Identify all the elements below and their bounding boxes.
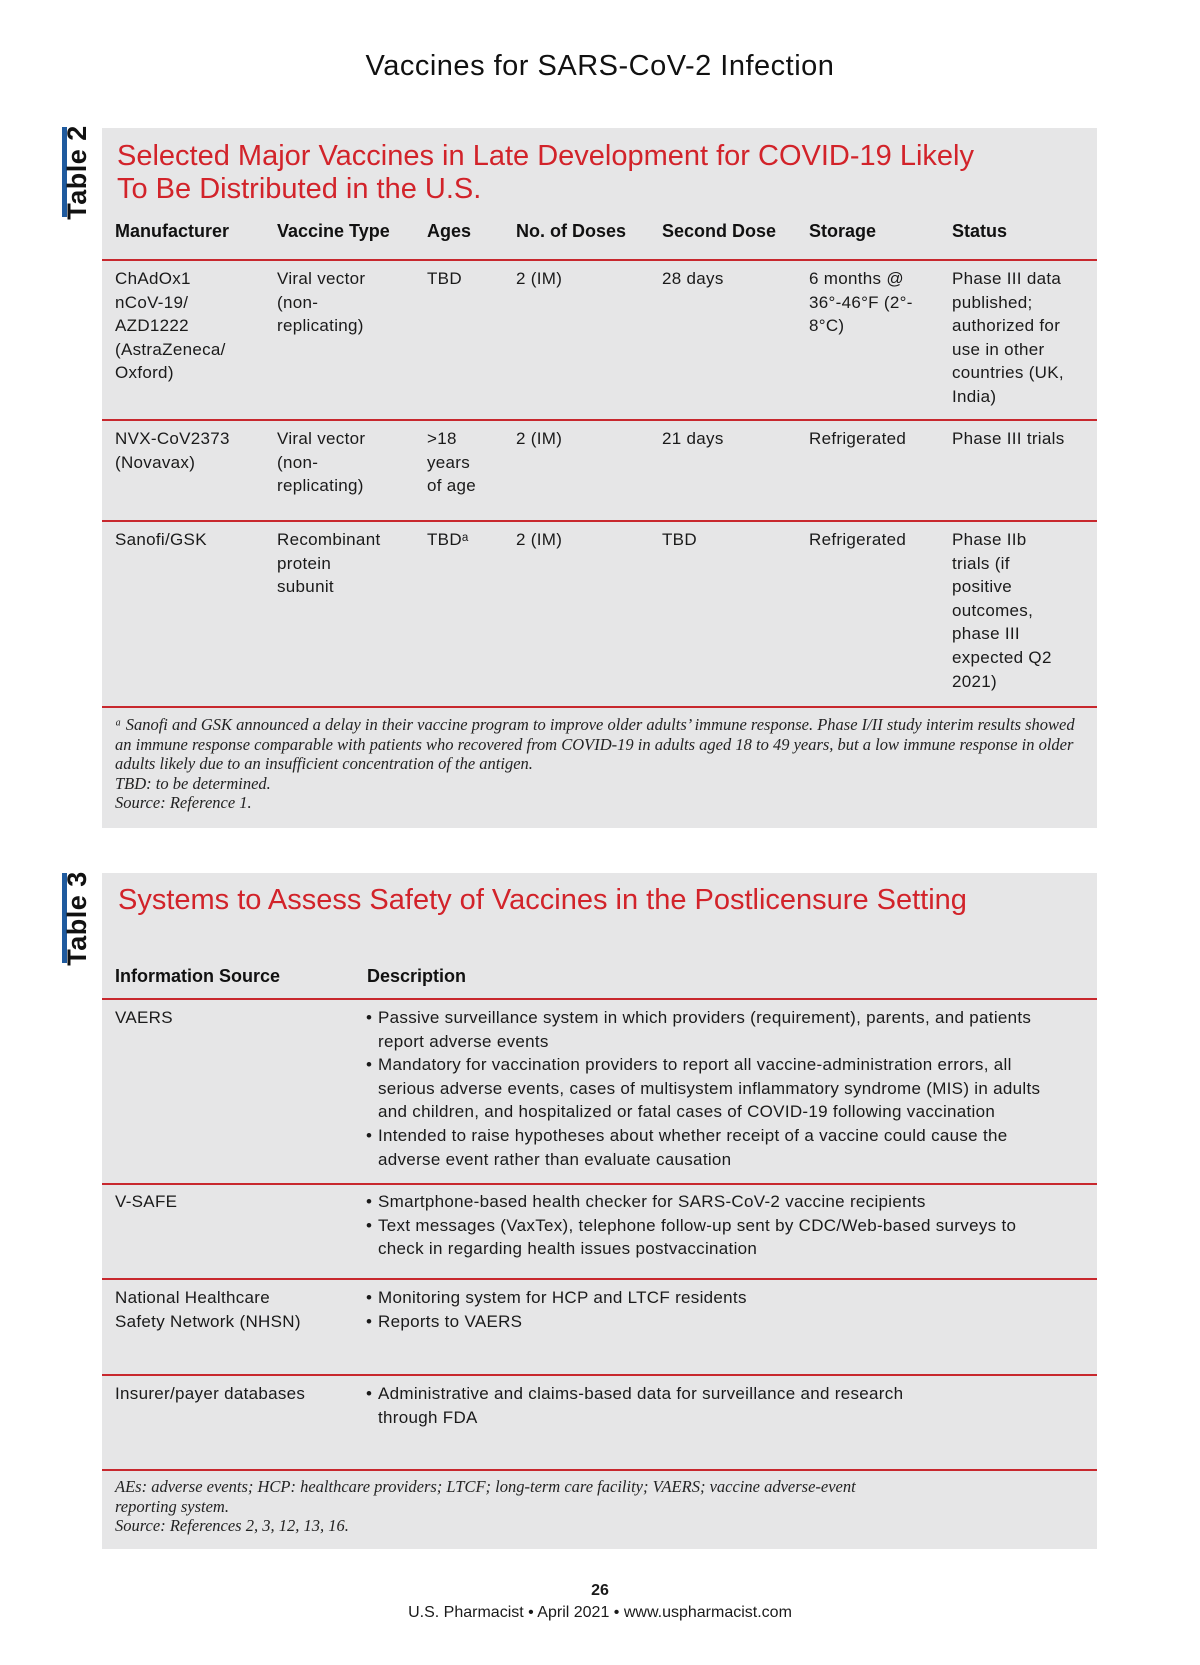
- list-item: • Passive surveillance system in which providers (requirement), parents, and patients report adverse events: [366, 1006, 1056, 1053]
- list-item: • Smartphone-based health checker for SARS-CoV-2 vaccine recipients: [366, 1190, 1066, 1214]
- page-number: 26: [591, 1582, 609, 1599]
- table2-bottom-rule: [102, 706, 1097, 708]
- table3: Systems to Assess Safety of Vaccines in the Postlicensure Setting Information Source Description VAERS • Passive surveillance system in which providers (requirement), parents, and patients report adverse events • Mandatory for vaccination providers to report all vaccine-administration errors, all serious adverse events, cases of multisystem inflammatory syndrome (MIS) in adults and children, and hospitalized or fatal cases of COVID-19 following vaccination • Intended to raise hypotheses about whether receipt of a vaccine could cause the adverse event rather than evaluate causation V-SAFE • Smartphone-based health checker for SARS-CoV-2 vaccine recipients • Text messages (VaxTex), telephone follow-up sent by CDC/Web-based surveys to check in regarding health issues postvaccination National Healthcare Safety Network (NHSN) • Monitoring system for HCP and LTCF residents • Reports to VAERS Insurer/payer databases • Administrative and claims-based data for surveillance and research through FDA AEs: adverse events; HCP: healthcare providers; LTCF; long-term care facility; VAERS; vaccine adverse-event reporting system. Source: References 2, 3, 12, 13, 16.: [102, 873, 1097, 1549]
- table3-header-description: Description: [367, 966, 467, 986]
- table2-header-vaccine-type: Vaccine Type: [277, 221, 390, 241]
- table2-header-manufacturer: Manufacturer: [115, 221, 230, 241]
- table3-tab-label: Table 3: [61, 870, 92, 966]
- table3-row-rule: [102, 1374, 1097, 1376]
- table2-tab: [61, 124, 92, 220]
- page-footer: U.S. Pharmacist • April 2021 • www.uspharmacist.com: [408, 1604, 792, 1621]
- list-item: • Intended to raise hypotheses about whether receipt of a vaccine could cause the adverse event rather than evaluate causation: [366, 1124, 1056, 1171]
- table3-row-rule: [102, 1183, 1097, 1185]
- table2: Selected Major Vaccines in Late Development for COVID-19 Likely To Be Distributed in the U.S. Manufacturer Vaccine Type Ages No. of Doses Second Dose Storage Status ChAdOx1 nCoV-19/ AZD1222 (AstraZeneca/ Oxford) Viral vector (non- replicating) TBD 2 (IM) 28 days 6 months @ 36°-46°F (2°- 8°C) Phase III data published; authorized for use in other countries (UK, India) NVX-CoV2373 (Novavax) Viral vector (non- replicating) >18 years of age 2 (IM) 21 days Refrigerated Phase III trials Sanofi/GSK Recombinant protein subunit TBDᵃ 2 (IM) TBD Refrigerated Phase IIb trials (if positive outcomes, phase III expected Q2 2021) ᵃ Sanofi and GSK announced a delay in their vaccine program to improve older adults’ immune response. Phase I/II study interim results showed an immune response comparable with patients who recovered from COVID-19 in adults aged 18 to 49 years, but a low immune response in older adults likely due to an insufficient concentration of the antigen. TBD: to be determined. Source: Reference 1.: [102, 128, 1097, 828]
- table3-title: Systems to Assess Safety of Vaccines in the Postlicensure Setting: [118, 884, 967, 916]
- table2-row-rule: [102, 520, 1097, 522]
- table2-row-rule: [102, 419, 1097, 421]
- table2-header-doses: No. of Doses: [516, 221, 627, 241]
- table2-footnote: ᵃ Sanofi and GSK announced a delay in their vaccine program to improve older adults’ immune response. Phase I/II study interim results showed an immune response comparable with patients who recovered from COVID-19 in adults aged 18 to 49 years, but a low immune response in older adults likely due to an insufficient concentration of the antigen. TBD: to be determined. Source: Reference 1.: [115, 715, 1075, 812]
- table3-tab: [61, 870, 92, 966]
- table3-row-rule: [102, 1278, 1097, 1280]
- table2-header-second-dose: Second Dose: [662, 221, 777, 241]
- table2-title: Selected Major Vaccines in Late Development for COVID-19 Likely To Be Distributed in the U.S.: [117, 140, 974, 205]
- table3-footnote: AEs: adverse events; HCP: healthcare providers; LTCF; long-term care facility; VAERS; vaccine adverse-event reporting system. Source: References 2, 3, 12, 13, 16.: [115, 1477, 856, 1535]
- table2-tab-label: Table 2: [61, 124, 92, 220]
- table2-header-rule: [102, 259, 1097, 261]
- page-title: Vaccines for SARS-CoV-2 Infection: [365, 50, 835, 82]
- list-item: • Monitoring system for HCP and LTCF residents: [366, 1286, 1056, 1310]
- list-item: • Text messages (VaxTex), telephone follow-up sent by CDC/Web-based surveys to check in regarding health issues postvaccination: [366, 1214, 1066, 1261]
- table3-header-source: Information Source: [115, 966, 281, 986]
- table2-header-ages: Ages: [427, 221, 472, 241]
- list-item: • Administrative and claims-based data for surveillance and research through FDA: [366, 1382, 926, 1429]
- list-item: • Mandatory for vaccination providers to report all vaccine-administration errors, all serious adverse events, cases of multisystem inflammatory syndrome (MIS) in adults and children, and hospitalized or fatal cases of COVID-19 following vaccination: [366, 1053, 1056, 1124]
- table3-header-rule: [102, 998, 1097, 1000]
- table3-bottom-rule: [102, 1469, 1097, 1471]
- table2-header-storage: Storage: [809, 221, 877, 241]
- list-item: • Reports to VAERS: [366, 1310, 1056, 1334]
- table2-header-status: Status: [952, 221, 1008, 241]
